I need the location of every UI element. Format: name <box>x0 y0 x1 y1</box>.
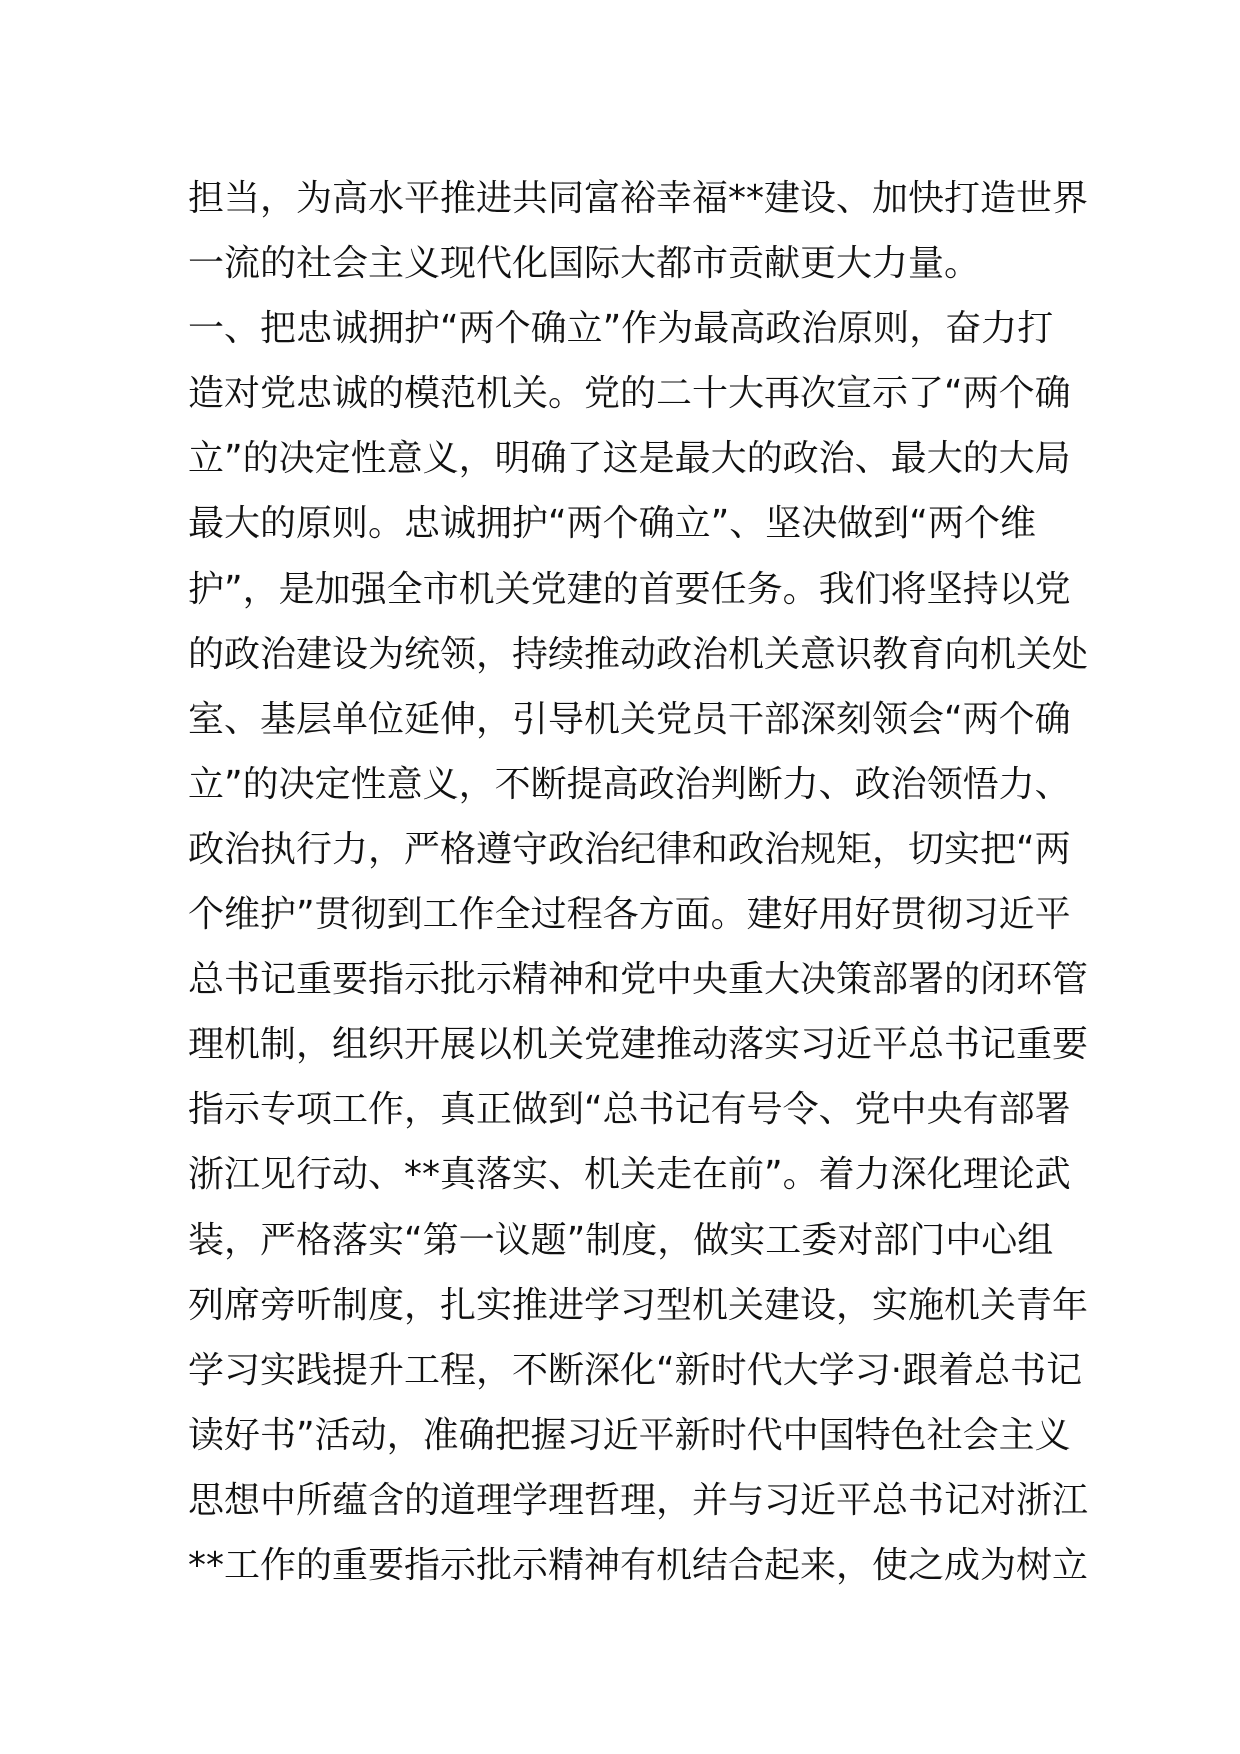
text-line: 列席旁听制度，扎实推进学习型机关建设，实施机关青年 <box>188 1284 1089 1326</box>
text-line: 室、基层单位延伸，引导机关党员干部深刻领会“两个确 <box>188 698 1071 740</box>
text-line: 护”，是加强全市机关党建的首要任务。我们将坚持以党 <box>188 568 1071 610</box>
text-line: 指示专项工作，真正做到“总书记有号令、党中央有部署 <box>188 1089 1071 1131</box>
text-line: 立”的决定性意义，不断提高政治判断力、政治领悟力、 <box>188 763 1071 805</box>
text-line: 装，严格落实“第一议题”制度，做实工委对部门中心组 <box>188 1219 1054 1261</box>
text-line: 政治执行力，严格遵守政治纪律和政治规矩，切实把“两 <box>188 828 1071 870</box>
text-line: 最大的原则。忠诚拥护“两个确立”、坚决做到“两个维 <box>188 503 1036 545</box>
text-line: 个维护”贯彻到工作全过程各方面。建好用好贯彻习近平 <box>188 894 1071 936</box>
text-line: 学习实践提升工程，不断深化“新时代大学习·跟着总书记 <box>188 1349 1083 1391</box>
text-line: 的政治建设为统领，持续推动政治机关意识教育向机关处 <box>188 633 1089 675</box>
text-line: 浙江见行动、**真落实、机关走在前”。着力深化理论武 <box>188 1154 1071 1196</box>
text-line: 思想中所蕴含的道理学理哲理，并与习近平总书记对浙江 <box>188 1479 1089 1521</box>
text-line: 立”的决定性意义，明确了这是最大的政治、最大的大局 <box>188 438 1071 480</box>
text-line: 读好书”活动，准确把握习近平新时代中国特色社会主义 <box>188 1414 1071 1456</box>
body-text <box>188 166 1089 1598</box>
text-line: 担当，为高水平推进共同富裕幸福**建设、加快打造世界 <box>188 178 1089 219</box>
text-line: **工作的重要指示批示精神有机结合起来，使之成为树立 <box>188 1544 1089 1586</box>
text-line: 造对党忠诚的模范机关。党的二十大再次宣示了“两个确 <box>188 373 1071 415</box>
section-heading-line: 一、把忠诚拥护“两个确立”作为最高政治原则，奋力打 <box>188 308 1054 350</box>
text-line: 总书记重要指示批示精神和党中央重大决策部署的闭环管 <box>188 959 1089 1001</box>
text-line: 一流的社会主义现代化国际大都市贡献更大力量。 <box>188 243 981 285</box>
text-line: 理机制，组织开展以机关党建推动落实习近平总书记重要 <box>188 1024 1089 1066</box>
